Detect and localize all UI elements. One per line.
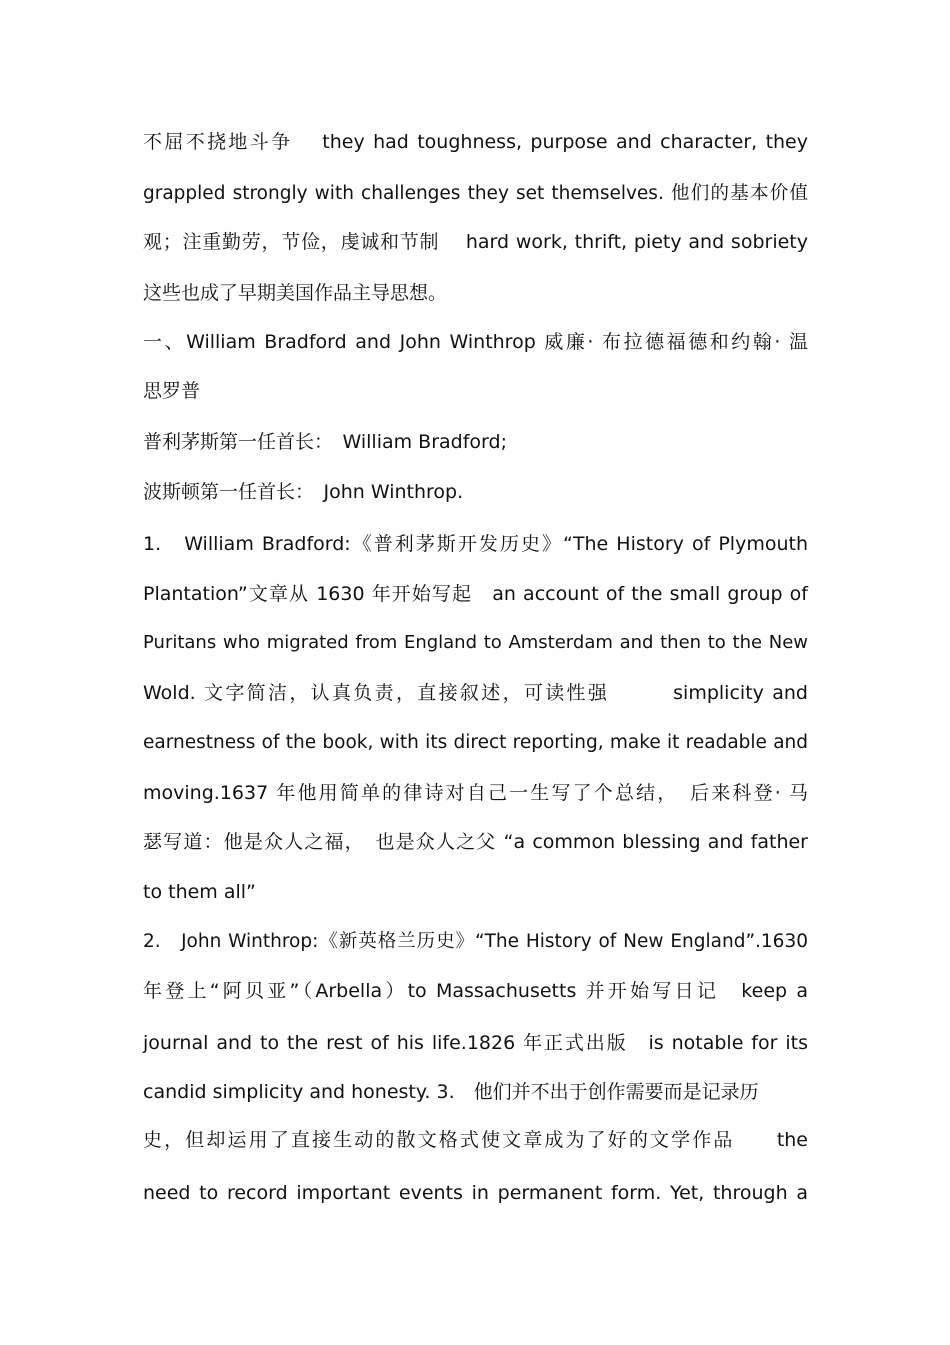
text-line: grappled strongly with challenges they set themselves. 他们的基本价值 — [143, 183, 808, 204]
text-line: 不屈不挠地斗争 they had toughness, purpose and character, they — [143, 131, 808, 153]
text-line: Plantation”文章从 1630 年开始写起 an account of the small group of — [143, 583, 808, 605]
section-heading-continued: 思罗普 — [143, 380, 201, 402]
text-line: 普利茅斯第一任首长： William Bradford; — [143, 431, 507, 453]
text-line: 瑟写道：他是众人之福， 也是众人之父 “a common blessing and father — [143, 831, 808, 853]
text-line: Puritans who migrated from England to Amsterdam and then to the New — [143, 632, 808, 653]
numbered-item: 1. William Bradford:《普利茅斯开发历史》“The History of Plymouth — [143, 533, 808, 555]
text-line: need to record important events in permanent form. Yet, through a — [143, 1182, 808, 1204]
section-heading: 一、William Bradford and John Winthrop 威廉· 布拉德福德和约翰· 温 — [143, 331, 808, 353]
numbered-item: 2. John Winthrop:《新英格兰历史》“The History of New England”.1630 — [143, 931, 808, 952]
text-line: to them all” — [143, 881, 256, 903]
text-line: 年登上“阿贝亚”（Arbella）to Massachusetts 并开始写日记 keep a — [143, 980, 808, 1002]
text-line: 史，但却运用了直接生动的散文格式使文章成为了好的文学作品 the — [143, 1129, 808, 1151]
text-line: journal and to the rest of his life.1826 年正式出版 is notable for its — [143, 1032, 808, 1054]
text-line: earnestness of the book, with its direct reporting, make it readable and — [143, 732, 808, 753]
text-line: moving.1637 年他用简单的律诗对自己一生写了个总结， 后来科登· 马 — [143, 782, 808, 804]
text-line: Wold. 文字简洁，认真负责，直接叙述，可读性强 simplicity and — [143, 682, 808, 704]
text-line: 波斯顿第一任首长： John Winthrop. — [143, 481, 464, 503]
text-line: 这些也成了早期美国作品主导思想。 — [143, 282, 448, 304]
text-line: candid simplicity and honesty. 3. 他们并不出于创作需要而是记录历 — [143, 1081, 759, 1103]
text-line: 观；注重勤劳，节俭，虔诚和节制 hard work, thrift, piety and sobriety — [143, 231, 808, 253]
